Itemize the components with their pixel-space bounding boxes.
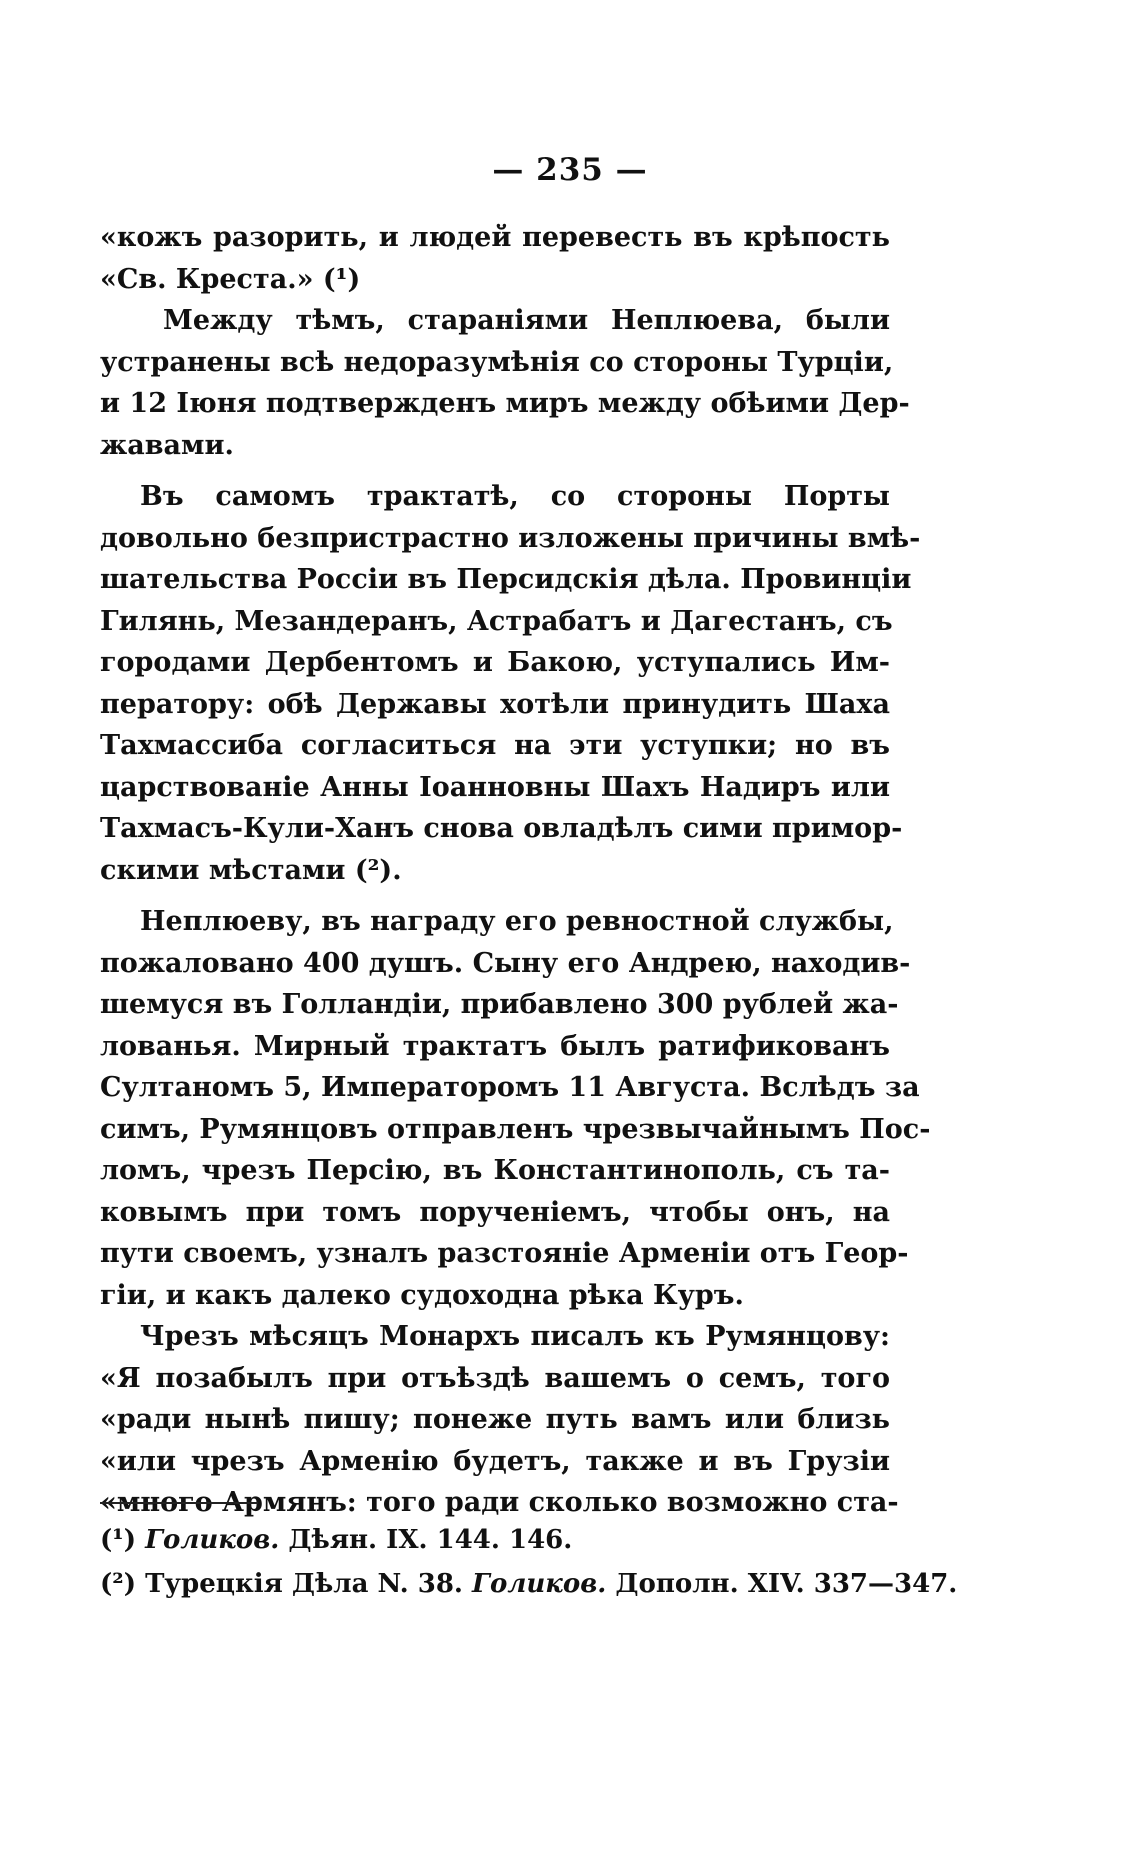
text-line: шемуся въ Голландіи, прибавлено 300 рублей жа-	[100, 989, 899, 1020]
text-line: городами Дербентомъ и Бакою, уступались Им-	[100, 647, 890, 678]
footnote-citation: Дѣян. IX. 144. 146.	[288, 1525, 573, 1555]
footnote-2	[100, 1562, 958, 1606]
text-line: Неплюеву, въ награду его ревностной службы,	[140, 906, 894, 937]
text-line: жавами.	[100, 429, 234, 461]
page-number: — 235 —	[492, 152, 648, 188]
text-line: Гилянь, Мезандеранъ, Астрабатъ и Дагестанъ, съ	[100, 605, 893, 637]
footnote-author: Голиков.	[145, 1525, 280, 1555]
footnote-divider	[100, 1502, 258, 1504]
footnote-marker: (¹)	[100, 1525, 136, 1555]
text-line: Тахмассиба согласиться на эти уступки; но въ	[100, 730, 890, 761]
text-line: ковымъ при томъ порученіемъ, чтобы онъ, на	[100, 1196, 890, 1228]
paragraph-gap	[100, 891, 890, 901]
text-line: и 12 Іюня подтвержденъ миръ между обѣими Дер-	[100, 388, 910, 419]
footnote-marker: (²)	[100, 1569, 136, 1599]
text-line: пожаловано 400 душъ. Сыну его Андрею, находив-	[100, 947, 911, 979]
text-line: довольно безпристрастно изложены причины вмѣ-	[100, 522, 921, 554]
text-line: «Я позабылъ при отъѣздѣ вашемъ о семъ, того	[100, 1362, 890, 1394]
text-line: «ради нынѣ пишу; понеже путь вамъ или близь	[100, 1404, 890, 1435]
footnote-1	[100, 1518, 900, 1562]
text-line: «много Армянъ: того ради сколько возможно ста-	[100, 1487, 899, 1518]
footnote-source: Турецкія Дѣла N. 38.	[145, 1569, 463, 1599]
text-line: скими мѣстами (²).	[100, 854, 402, 886]
text-line: Чрезъ мѣсяцъ Монархъ писалъ къ Румянцову:	[140, 1321, 890, 1352]
paragraph-gap	[100, 466, 890, 476]
text-line: устранены всѣ недоразумѣнія со стороны Турціи,	[100, 346, 894, 378]
text-line: царствованіе Анны Іоанновны Шахъ Надиръ или	[100, 771, 890, 803]
text-line: Въ самомъ трактатѣ, со стороны Порты	[140, 481, 890, 512]
text-line: «Св. Креста.» (¹)	[100, 263, 361, 295]
text-line: лованья. Мирный трактатъ былъ ратификованъ	[100, 1030, 890, 1062]
text-line: «кожъ разорить, и людей перевесть въ крѣпость	[100, 222, 890, 253]
text-line: «или чрезъ Арменію будетъ, также и въ Грузіи	[100, 1445, 890, 1477]
footnotes	[100, 1518, 958, 1606]
footnote-citation: Дополн. XIV. 337—347.	[615, 1569, 958, 1599]
text-line: пути своемъ, узналъ разстояніе Арменіи отъ Геор-	[100, 1238, 909, 1269]
text-line: Султаномъ 5, Императоромъ 11 Августа. Вслѣдъ за	[100, 1072, 920, 1103]
text-line: Тахмасъ-Кули-Ханъ снова овладѣлъ сими примор-	[100, 813, 903, 844]
text-line: ператору: обѣ Державы хотѣли принудить Шаха	[100, 688, 890, 720]
text-line: симъ, Румянцовъ отправленъ чрезвычайнымъ Пос-	[100, 1113, 931, 1145]
footnote-author: Голиков.	[472, 1569, 607, 1599]
text-line: ломъ, чрезъ Персію, въ Константинополь, съ та-	[100, 1155, 890, 1186]
body-text	[100, 217, 931, 1524]
text-line: шательства Россіи въ Персидскія дѣла. Провинціи	[100, 564, 912, 595]
text-line: гіи, и какъ далеко судоходна рѣка Куръ.	[100, 1279, 744, 1311]
text-line: Между тѣмъ, стараніями Неплюева, были	[163, 305, 890, 336]
